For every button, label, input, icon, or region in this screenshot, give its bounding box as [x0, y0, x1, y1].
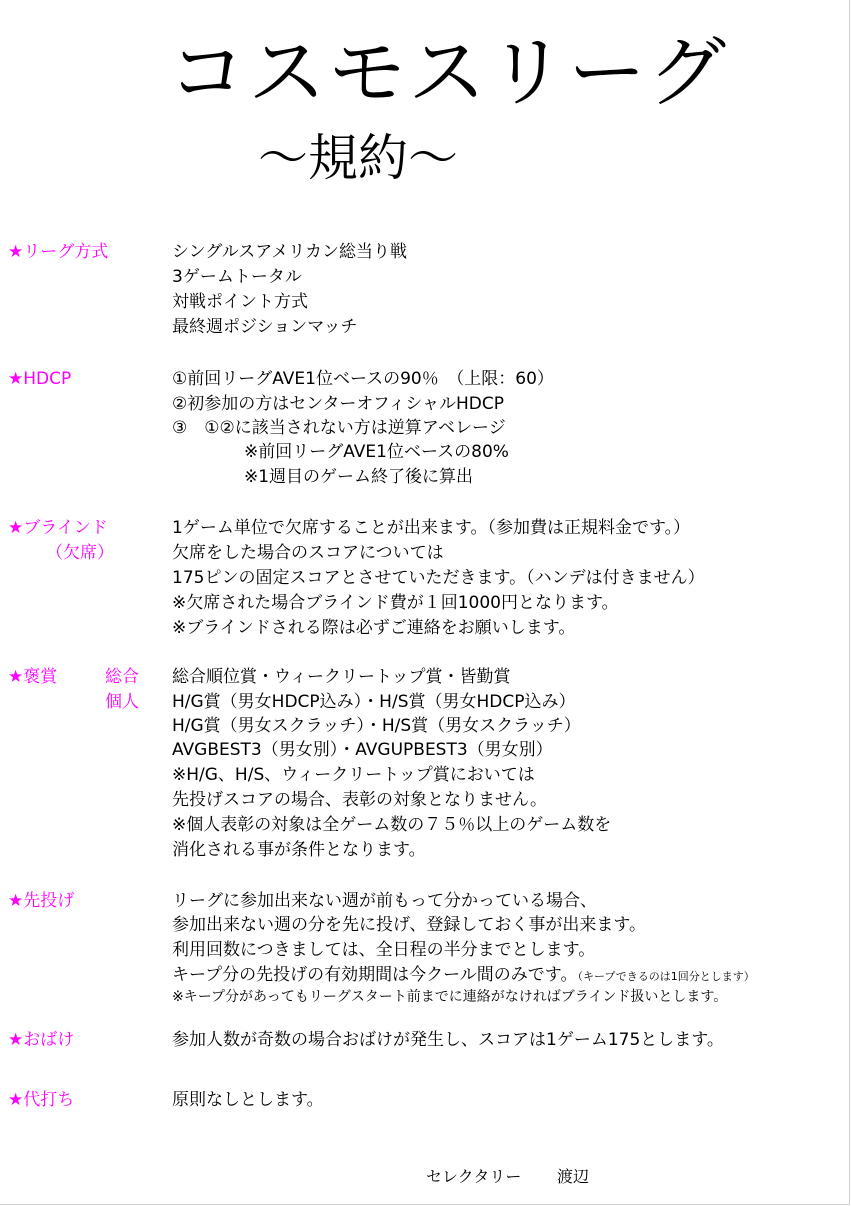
- advance-blind-note: ※キープ分があってもリーグスタート前までに連絡がなければブラインド扱いとします。: [172, 989, 728, 1005]
- section-label-obake: ★おばけ: [8, 1030, 75, 1050]
- awards-line: ※H/G、H/S、ウィークリートップ賞においては: [172, 765, 535, 785]
- league-line: シングルスアメリカン総当り戦: [172, 242, 408, 262]
- advance-line: 利用回数につきましては、全日程の半分までとします。: [172, 940, 596, 960]
- awards-line: ※個人表彰の対象は全ゲーム数の７５％以上のゲーム数を: [172, 815, 612, 835]
- league-line: 対戦ポイント方式: [172, 292, 308, 312]
- awards-line: H/G賞（男女HDCP込み）・H/S賞（男女HDCP込み）: [172, 692, 576, 712]
- footer-role: セレクタリー: [426, 1167, 522, 1186]
- awards-sublabel-individual: 個人: [105, 692, 139, 712]
- page-subtitle: ～規約～: [258, 129, 458, 187]
- hdcp-note: ※前回リーグAVE1位ベースの80%: [244, 442, 509, 462]
- footer-name: 渡辺: [557, 1167, 590, 1186]
- awards-line: H/G賞（男女スクラッチ）・H/S賞（男女スクラッチ）: [172, 716, 581, 736]
- league-line: 最終週ポジションマッチ: [172, 317, 358, 337]
- advance-keep-note: （キープできるのは1回分とします）: [577, 970, 755, 983]
- section-label-advance: ★先投げ: [8, 891, 75, 911]
- hdcp-line: ①前回リーグAVE1位ベースの90％ （上限：60）: [172, 369, 554, 389]
- advance-line: 参加出来ない週の分を先に投げ、登録しておく事が出来ます。: [172, 915, 646, 935]
- section-label-awards: ★褒賞: [8, 667, 58, 687]
- blind-line: 175ピンの固定スコアとさせていただきます。（ハンデは付きません）: [172, 568, 705, 588]
- awards-line: 先投げスコアの場合、表彰の対象となりません。: [172, 790, 548, 810]
- awards-line: AVGBEST3（男女別）・AVGUPBEST3（男女別）: [172, 740, 553, 760]
- section-label-hdcp: ★HDCP: [8, 369, 72, 389]
- section-label-league: ★リーグ方式: [8, 242, 109, 262]
- hdcp-note: ※1週目のゲーム終了後に算出: [244, 467, 474, 487]
- advance-keep-period: キープ分の先投げの有効期間は今クール間のみです。: [172, 965, 578, 985]
- advance-line: リーグに参加出来ない週が前もって分かっている場合、: [172, 891, 597, 911]
- section-label-blind: ★ブラインド: [8, 518, 108, 538]
- awards-line: 総合順位賞・ウィークリートップ賞・皆勤賞: [172, 667, 511, 687]
- blind-line: ※欠席された場合ブラインド費が１回1000円となります。: [172, 593, 619, 613]
- section-label-substitute: ★代打ち: [8, 1090, 75, 1110]
- page-title: コスモスリーグ: [168, 28, 729, 118]
- hdcp-line: ②初参加の方はセンターオフィシャルHDCP: [172, 394, 505, 414]
- blind-line: ※ブラインドされる際は必ずご連絡をお願いします。: [172, 618, 576, 638]
- awards-sublabel-overall: 総合: [105, 667, 139, 687]
- section-sublabel-absence: （欠席）: [46, 543, 114, 563]
- awards-line: 消化される事が条件となります。: [172, 840, 426, 860]
- blind-line: 欠席をした場合のスコアについては: [172, 543, 444, 563]
- substitute-line: 原則なしとします。: [172, 1090, 324, 1110]
- blind-line: 1ゲーム単位で欠席することが出来ます。（参加費は正規料金です。）: [172, 518, 691, 538]
- hdcp-line: ③ ①②に該当されない方は逆算アベレージ: [172, 418, 506, 438]
- league-line: 3ゲームトータル: [172, 267, 302, 287]
- obake-line: 参加人数が奇数の場合おばけが発生し、スコアは1ゲーム175とします。: [172, 1030, 724, 1050]
